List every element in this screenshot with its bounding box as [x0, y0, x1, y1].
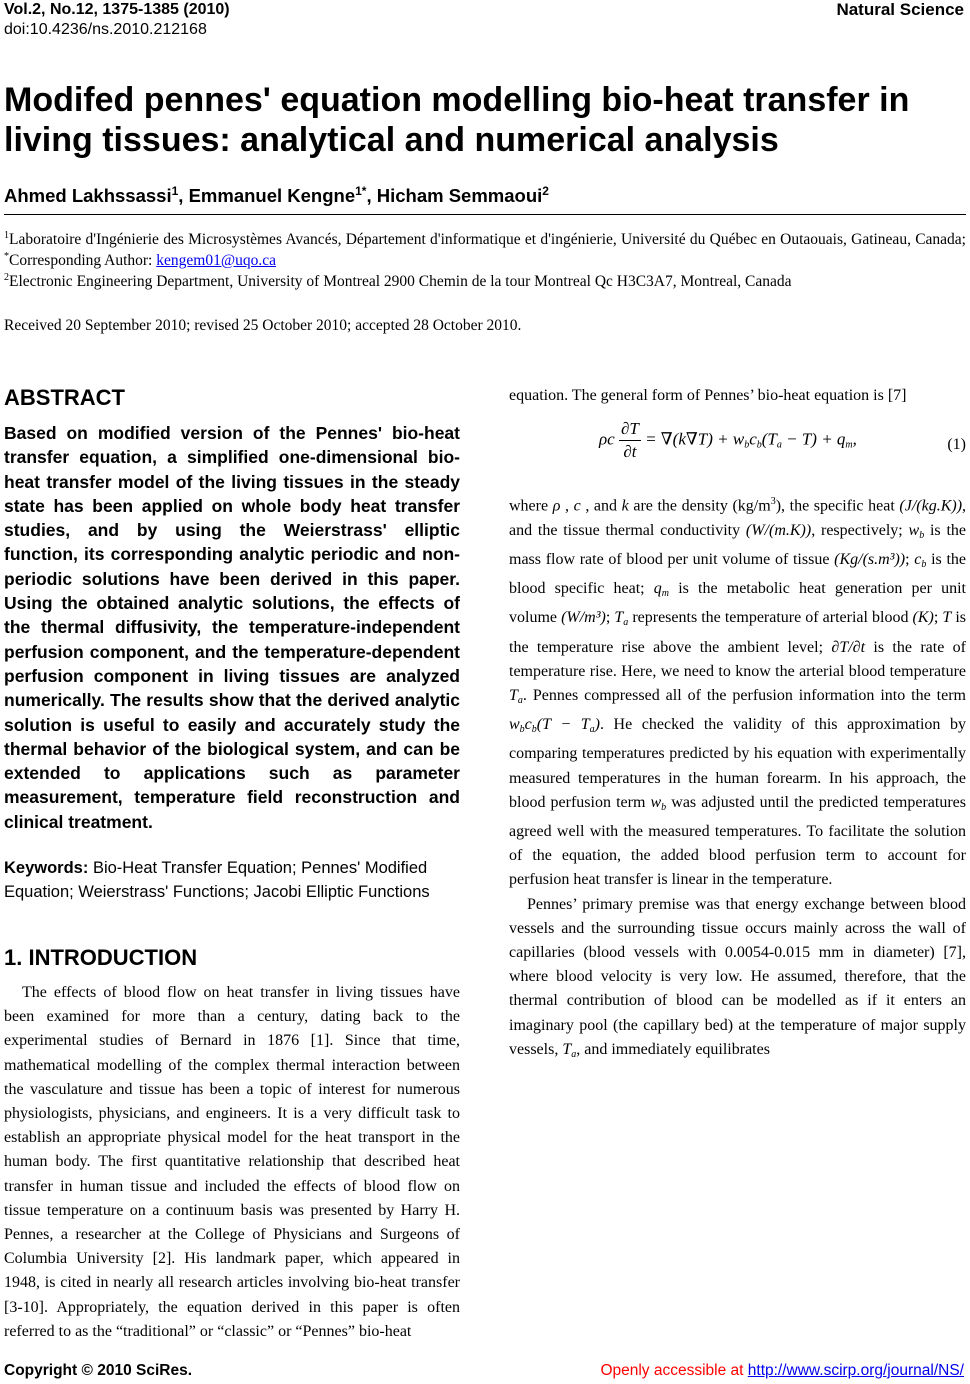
equation-body: ρc $\frac{\partial T}{\partial t}$ = ∇(k∇T) + wbcb(Ta − T) + qm, — [599, 419, 857, 462]
author-sup: 2 — [542, 183, 549, 198]
keywords-text: Bio-Heat Transfer Equation; Pennes' Modified Equation; Weierstrass' Functions; Jacobi Elliptic Functions — [4, 859, 430, 902]
keywords-label: Keywords: — [4, 859, 89, 878]
left-column — [4, 384, 460, 1344]
equation-fraction: $\frac{\partial T}{\partial t}$ — [620, 419, 639, 462]
doi: doi:10.4236/ns.2010.212168 — [4, 21, 207, 38]
pennes-premise-paragraph: Pennes’ primary premise was that energy exchange between blood vessels and the surrounding tissue occurs mainly across the wall of capillaries (blood vessels with 0.0054-0.015 mm in diameter) [7], where blood velocity is very low. He assumed, therefore, that the thermal contribution of blood can be modelled as if it enters an imaginary pool (the capillary bed) at the temperature of major supply vessels, Ta, and immediately equilibrates — [509, 895, 966, 1060]
author-name: Ahmed Lakhssassi — [4, 185, 172, 206]
right-column — [509, 384, 966, 1067]
affiliation-1: $^1$Laboratoire d'Ingénierie des Microsystèmes Avancés, Département d'informatique et d'ingénierie, Université du Québec en Outaouais, Gatineau, Canada; *Corresponding Author: kengem01@uqo.ca — [4, 229, 966, 269]
paper-title: Modifed pennes' equation modelling bio-heat transfer in living tissues: analytical and numerical analysis — [4, 81, 910, 159]
equation-number: (1) — [947, 436, 966, 454]
running-header — [4, 0, 230, 40]
affiliations — [4, 229, 966, 292]
where-paragraph: where ρ , c , and k are the density $(kg/m^3)$, the specific heat (J/(kg.K)), and the tissue thermal conductivity (W/(m.K)), respectively; wb is the mass flow rate of blood per unit volume of tissue (Kg/(s.m³)); cb is the blood specific heat; qm is the metabolic heat generation per unit volume (W/m³); Ta represents the temperature of arterial blood (K); T is the temperature rise above the ambient level; ∂T/∂t is the rate of temperature rise. Here, we need to know the arterial blood temperature Ta. Pennes compressed all of the perfusion information into the term wbcb(T − Ta). He checked the validity of this approximation by comparing temperatures predicted by his equation with experimentally measured temperatures in the human forearm. In his approach, the blood perfusion term wb was adjusted until the predicted temperatures agreed well with the measured temperatures. To facilitate the solution of the equation, the added blood perfusion term to account for perfusion heat transfer is linear in the temperature. — [509, 496, 967, 889]
journal-url-link[interactable]: http://www.scirp.org/journal/NS/ — [747, 1362, 964, 1379]
author-name: Hicham Semmaoui — [376, 185, 543, 206]
abstract-heading: ABSTRACT — [4, 385, 125, 410]
title-rule — [4, 214, 966, 215]
author-sup: 1 — [171, 183, 179, 198]
affiliation-2: $^2$Electronic Engineering Department, University of Montreal 2900 Chemin de la tour Montreal Qc H3C3A7, Montreal, Canada — [4, 271, 792, 290]
author-list: Ahmed Lakhssassi$^1$, Emmanuel Kengne$^{1*}$, Hicham Semmaoui$^2$ — [4, 183, 549, 206]
abstract-text: Based on modified version of the Pennes' bio-heat transfer equation, a simplified one-dimensional bio-heat transfer model of the living tissues in the steady state has been applied on whole body heat transfer studies, and by using the Weierstrass' elliptic function, its corresponding analytic periodic and non-periodic solutions have been derived in this paper. Using the obtained analytic solutions, the effects of the thermal diffusivity, the temperature-independent perfusion component, and the temperature-dependent perfusion component in living tissues are analyzed numerically. The results show that the derived analytic solution is useful to easily and accurately study the thermal behavior of the biological system, and can be extended to applications such as parameter measurement, temperature field reconstruction and clinical treatment. — [4, 423, 460, 832]
equation-1 — [509, 410, 966, 484]
introduction-heading: 1. INTRODUCTION — [4, 945, 198, 971]
keywords — [4, 856, 460, 904]
author-sup: 1* — [355, 183, 367, 198]
open-access-note: Openly accessible at http://www.scirp.org/journal/NS/ — [600, 1362, 964, 1379]
author-name: Emmanuel Kengne — [188, 185, 356, 206]
volume-info: Vol.2, No.12, 1375-1385 (2010) — [4, 1, 230, 18]
copyright: Copyright © 2010 SciRes. — [4, 1362, 193, 1379]
email-link[interactable]: kengem01@uqo.ca — [156, 252, 276, 269]
received-dates: Received 20 September 2010; revised 25 October 2010; accepted 28 October 2010. — [4, 317, 522, 334]
introduction-paragraph: The effects of blood flow on heat transfer in living tissues have been examined for more than a century, dating back to the experimental studies of Bernard in 1876 [1]. Since that time, mathematical modelling of the complex thermal interaction between the vasculature and tissue has been a topic of interest for numerous physiologists, physicians, and engineers. It is a very difficult task to establish an appropriate physical model for the heat transport in the human body. The first quantitative relationship that described heat transfer in human tissue and included the effects of blood flow on tissue temperature on a continuum basis was presented by Harry H. Pennes, a researcher at the College of Physicians and Surgeons of Columbia University [2]. His landmark paper, which appeared in 1948, is cited in nearly all research articles involving bio-heat transfer [3-10]. Appropriately, the equation derived in this paper is often referred to as the “traditional” or “classic” or “Pennes” bio-heat — [4, 984, 460, 1340]
introduction-paragraph-continued: equation. The general form of Pennes’ bio-heat equation is [7] — [509, 387, 907, 404]
journal-name: Natural Science — [836, 0, 964, 19]
